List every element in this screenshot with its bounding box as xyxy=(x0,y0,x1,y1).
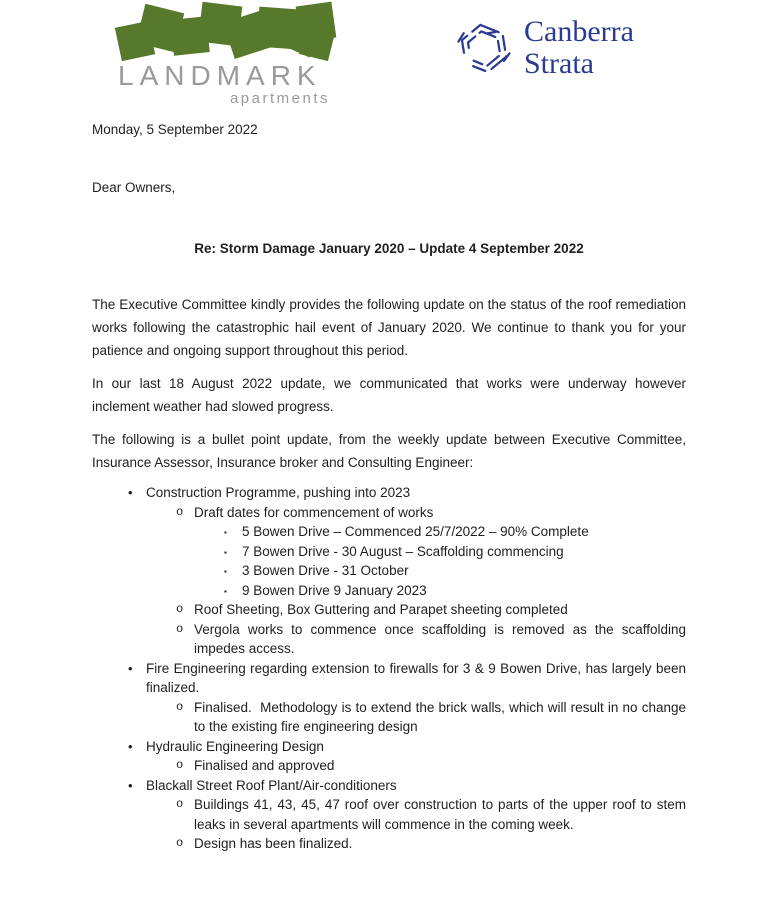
bullet-marker: ▪ xyxy=(224,586,227,596)
list-item xyxy=(92,659,686,698)
list-item-text: Finalised and approved xyxy=(194,758,335,773)
list-item xyxy=(92,522,686,542)
update-bullet-list xyxy=(92,483,686,854)
bullet-marker: • xyxy=(128,738,133,754)
list-item xyxy=(92,756,686,776)
list-item-text: 3 Bowen Drive - 31 October xyxy=(242,563,409,578)
list-item-text: Finalised. Methodology is to extend the brick walls, which will result in no change to the existing fire engineering design xyxy=(194,699,686,734)
list-item xyxy=(92,483,686,503)
letterhead xyxy=(0,0,780,107)
letter-body xyxy=(0,118,780,854)
list-item xyxy=(92,600,686,620)
bullet-marker: o xyxy=(176,797,184,811)
landmark-apartments-label: apartments xyxy=(229,90,330,107)
list-item xyxy=(92,581,686,601)
list-item xyxy=(92,834,686,854)
date-line: Monday, 5 September 2022 xyxy=(92,122,258,137)
list-item xyxy=(92,698,686,737)
canberra-strata-logo xyxy=(456,16,634,79)
landmark-logo xyxy=(118,4,332,106)
hexagon-icon xyxy=(456,18,512,78)
canberra-line: Canberra xyxy=(524,15,634,48)
list-item-text: Roof Sheeting, Box Guttering and Parapet sheeting completed xyxy=(194,602,568,617)
canberra-strata-wordmark xyxy=(524,16,634,79)
list-item xyxy=(92,795,686,834)
bullet-marker: o xyxy=(176,699,184,714)
bullet-marker: o xyxy=(176,758,184,772)
bullet-marker: o xyxy=(176,621,184,636)
bullet-marker: • xyxy=(128,777,133,793)
landmark-wordmark: LANDMARK xyxy=(118,60,322,91)
paragraph: In our last 18 August 2022 update, we communicated that works were underway however inclement weather had slowed progress. xyxy=(92,376,686,414)
landmark-squares-icon xyxy=(118,4,332,60)
bullet-marker: o xyxy=(176,836,184,850)
salutation: Dear Owners, xyxy=(92,180,176,195)
list-item-text: Hydraulic Engineering Design xyxy=(146,738,324,754)
list-item-text: 5 Bowen Drive – Commenced 25/7/2022 – 90% Complete xyxy=(242,524,589,539)
subject-line: Re: Storm Damage January 2020 – Update 4 September 2022 xyxy=(194,241,584,256)
paragraph: The following is a bullet point update, from the weekly update between Executive Committee, Insurance Assessor, Insurance broker and Consulting Engineer: xyxy=(92,432,686,470)
list-item xyxy=(92,776,686,796)
list-item-text: Blackall Street Roof Plant/Air-conditioners xyxy=(146,777,397,793)
list-item xyxy=(92,542,686,562)
list-item-text: Design has been finalized. xyxy=(194,836,353,851)
bullet-marker: ▪ xyxy=(224,567,227,576)
bullet-marker: o xyxy=(176,504,184,519)
list-item-text: 7 Bowen Drive - 30 August – Scaffolding commencing xyxy=(242,543,564,559)
list-item xyxy=(92,503,686,523)
list-item-text: Fire Engineering regarding extension to firewalls for 3 & 9 Bowen Drive, has largely been finalized. xyxy=(146,660,686,695)
bullet-marker: o xyxy=(176,602,184,616)
list-item xyxy=(92,561,686,581)
strata-line: Strata xyxy=(524,46,594,80)
bullet-marker: ▪ xyxy=(224,528,227,537)
list-item-text: Draft dates for commencement of works xyxy=(194,504,434,520)
list-item xyxy=(92,620,686,659)
bullet-marker: • xyxy=(128,660,133,676)
list-item-text: 9 Bowen Drive 9 January 2023 xyxy=(242,582,427,598)
list-item xyxy=(92,737,686,757)
list-item-text: Construction Programme, pushing into 2023 xyxy=(146,485,411,500)
bullet-marker: ▪ xyxy=(224,547,227,557)
paragraph: The Executive Committee kindly provides the following update on the status of the roof remediation works following the catastrophic hail event of January 2020. We continue to thank you for your patience and ongoing support throughout this period. xyxy=(92,297,686,358)
bullet-marker: • xyxy=(128,485,133,500)
list-item-text: Vergola works to commence once scaffolding is removed as the scaffolding impedes access. xyxy=(194,621,686,656)
list-item-text: Buildings 41, 43, 45, 47 roof over construction to parts of the upper roof to stem leaks in several apartments will commence in the coming week. xyxy=(194,797,686,832)
